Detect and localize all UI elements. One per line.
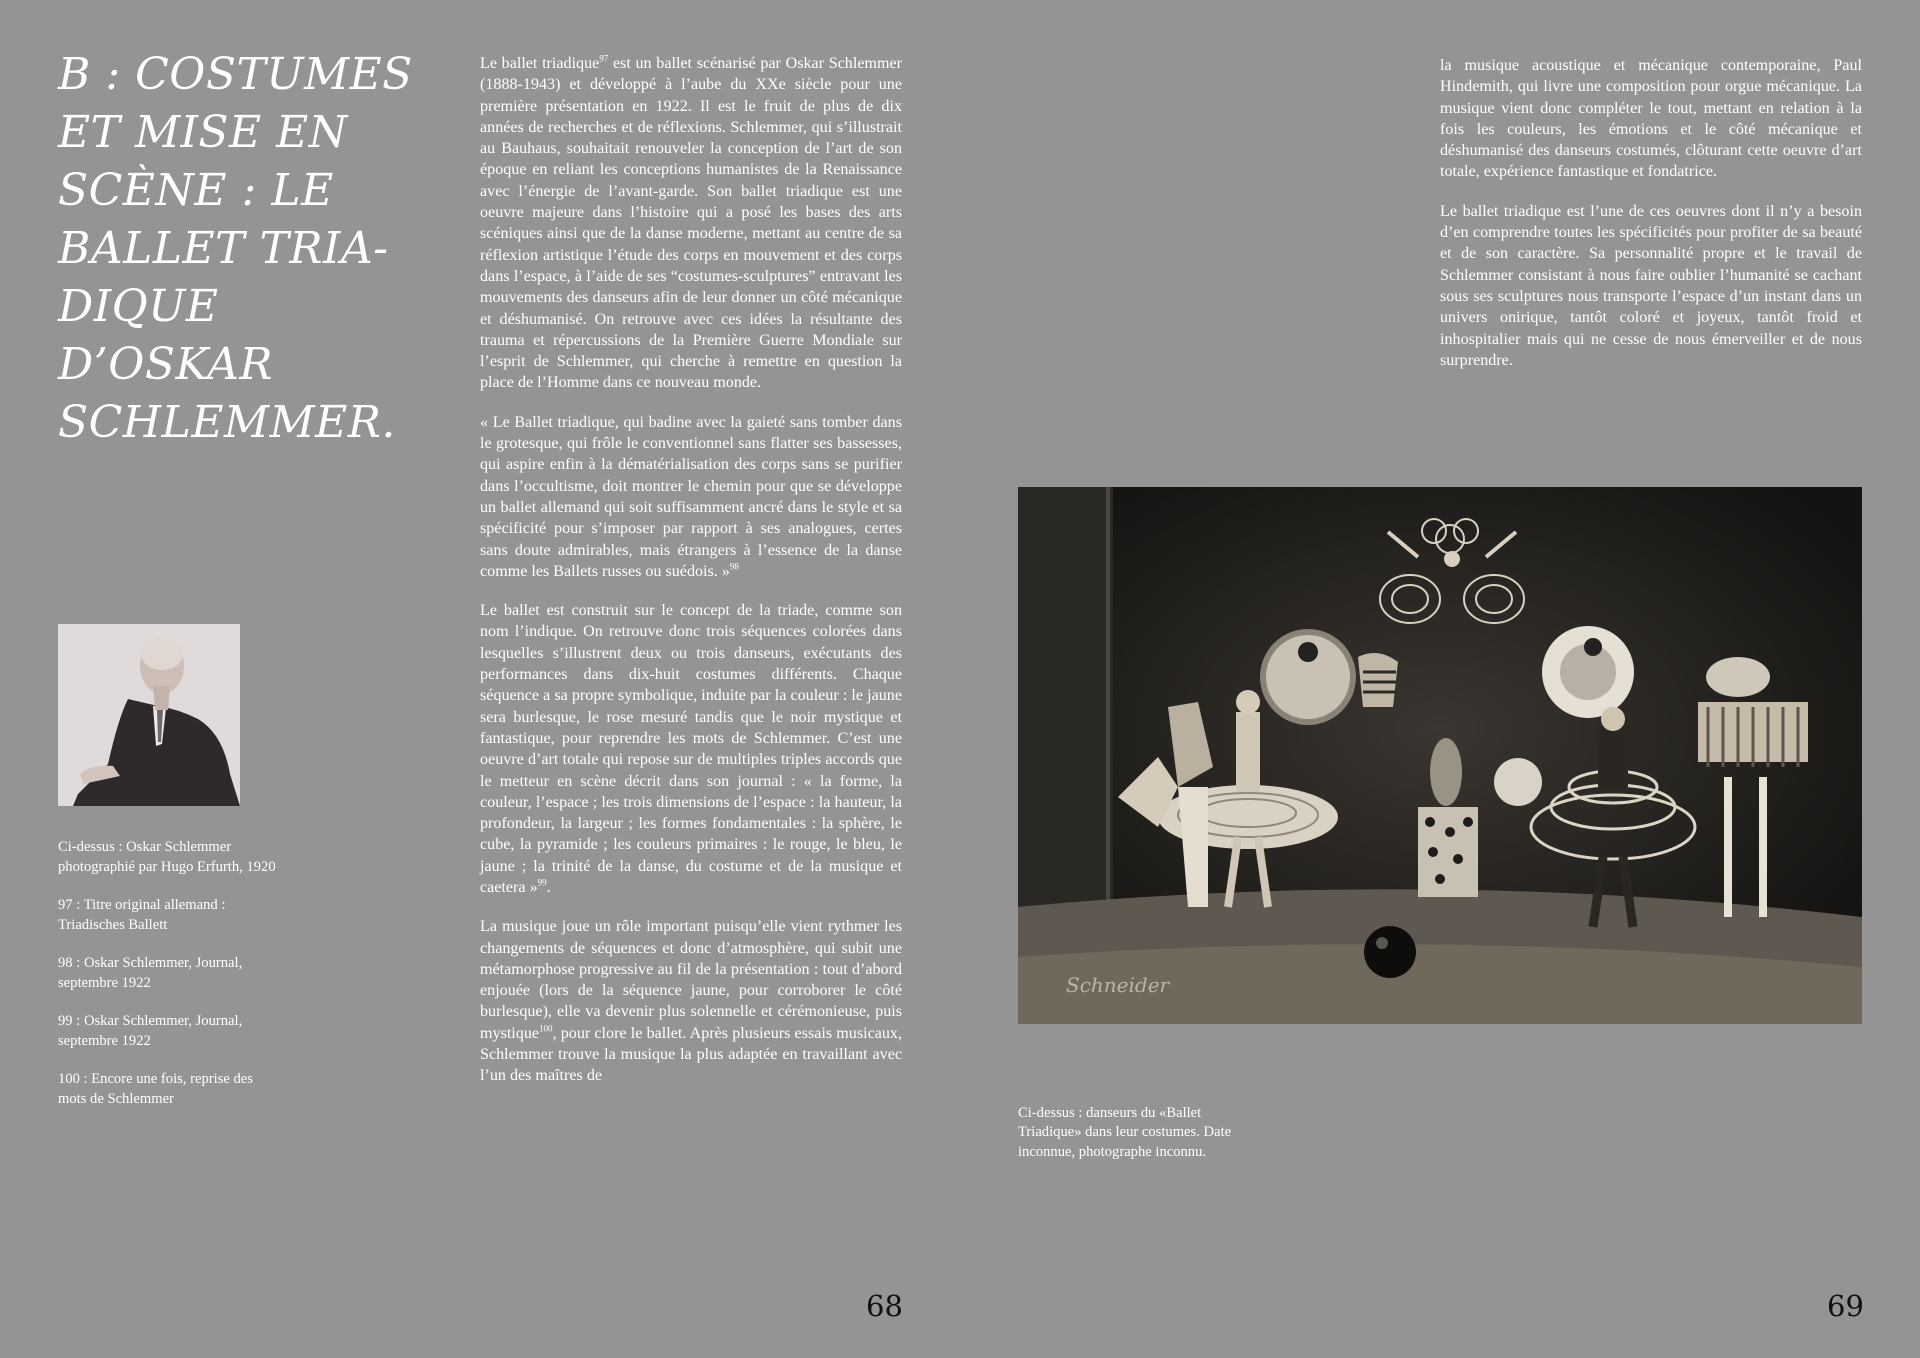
text-run: La musique joue un rôle important puisqu’elle vient rythmer les changements de séquences et donc d’atmosphère, qui subit une métamorphose progressive au fil de la présentation : tout d’abord enjouée (lors de la séquence jaune, pour corroborer le côté burlesque), elle va devenir plus solennelle et cérémonieuse, puis mystique <box>480 918 902 1042</box>
svg-text:Schneider: Schneider <box>1066 973 1170 997</box>
footnote-97: 97 : Titre original allemand : Triadisches Ballett <box>58 897 226 933</box>
ballet-illustration <box>1018 487 1862 1024</box>
ballet-photo <box>1018 487 1862 1024</box>
portrait-caption: Ci-dessus : Oskar Schlemmer photographié par Hugo Erfurth, 1920 <box>58 839 276 875</box>
left-notes <box>58 838 278 1128</box>
page-number-left: 68 <box>866 1289 903 1323</box>
footnote-99: 99 : Oskar Schlemmer, Journal, septembre 1922 <box>58 1013 243 1049</box>
title-line: ET MISE EN <box>58 107 348 158</box>
paragraph: Le ballet triadique est l’une de ces oeuvres dont il n’y a besoin d’en comprendre toutes les spécificités pour profiter de sa beauté et de son caractère. Sa personnalité propre et le travail de Schlemmer consistant à nous faire oublier l’humanité se cachant sous ses sculptures nous transporte l’espace d’un instant dans un univers onirique, tantôt coloré et joyeux, tantôt froid et inhospitalier mais qui ne cesse de nous émerveiller et de nous surprendre. <box>1440 202 1862 369</box>
footnote-100: 100 : Encore une fois, reprise des mots de Schlemmer <box>58 1071 253 1107</box>
paragraph <box>480 600 902 898</box>
paragraph <box>480 916 902 1086</box>
footnote-ref: 98 <box>729 561 739 572</box>
right-text-column <box>1440 55 1862 389</box>
portrait-photo <box>58 624 240 806</box>
page-number-right: 69 <box>1827 1289 1864 1323</box>
text-run: est un ballet scénarisé par Oskar Schlemmer (1888-1943) et développé à l’aube du XXe siècle pour une première présentation en 1922. Il est le fruit de plus de dix années de recherches et de réflexions. Schlemmer, qui s’illustrait au Bauhaus, souhaitait renouveler la conception de l’art de son époque en reliant les conceptions humanistes de la Renaissance avec l’énergie de l’avant-garde. Son ballet triadique est une oeuvre majeure dans l’histoire qui a posé les bases des arts scéniques ainsi que de la danse moderne, mettant au centre de sa réflexion artistique l’étude des corps en mouvement et des corps dans l’espace, à l’aide de ses “costumes-sculptures” entravant les mouvements des danseurs afin de leur donner un côté mécanique et déshumanisé. On retrouve avec ces idées la résultante des trauma et répercussions de la Première Guerre Mondiale sur l’esprit de Schlemmer, qui cherche à remettre en question la place de l’Homme dans ce nouveau monde. <box>480 55 903 392</box>
main-text-column <box>480 53 902 1105</box>
paragraph: la musique acoustique et mécanique contemporaine, Paul Hindemith, qui livre une composition pour orgue mécanique. La musique vient donc compléter le tout, mettant en relation à la fois les couleurs, les émotions et le côté mécanique et déshumanisé des danseurs costumés, clôturant cette oeuvre d’art totale, expérience fantastique et fondatrice. <box>1440 57 1862 181</box>
text-run: Le ballet est construit sur le concept de la triade, comme son nom l’indique. On retrouve donc trois séquences colorées dans lesquelles s’illustrent deux ou trois danseurs, exécutants des performances dans dix-huit costumes différents. Chaque séquence a sa propre symbolique, induite par la couleur : le jaune sera burlesque, le rose mesuré tandis que le noir mystique et fantastique, pour reprendre les mots de Schlemmer. C’est une oeuvre d’art totale qui repose sur de multiples triples accords que le metteur en scène décrit dans son journal : « la forme, la couleur, l’espace ; les trois dimensions de l’espace : la hauteur, la profondeur, la largeur ; les formes fondamentales : la sphère, le cube, la pyramide ; les couleurs primaires : le rouge, le bleu, le jaune ; la trinité de la danse, du costume et de la musique et caetera » <box>480 602 902 896</box>
footnote-ref: 100 <box>539 1023 553 1034</box>
title-line: SCHLEMMER. <box>58 397 396 448</box>
text-run: . <box>546 878 551 896</box>
portrait-illustration <box>58 624 240 806</box>
photo-caption: Ci-dessus : danseurs du «Ballet Triadique» dans leur costumes. Date inconnue, photographe inconnu. <box>1018 1104 1232 1160</box>
text-run: « Le Ballet triadique, qui badine avec la gaieté sans tomber dans le grotesque, qui frôle le conventionnel sans flatter ses bassesses, qui aspire enfin à la dématérialisation des corps sans se purifier dans l’occultisme, doit montrer le chemin pour que se développe un ballet allemand qui soit suffisamment ancré dans le style et sa spécificité pour s’imposer par rapport à ses analogues, certes sans doute admirables, mais étrangers à l’essence de la danse comme les Ballets russes ou suédois. » <box>480 413 902 580</box>
chapter-title <box>58 46 428 452</box>
text-run: Le ballet triadique <box>480 55 600 72</box>
quote-paragraph <box>480 412 902 582</box>
title-line: SCÈNE : LE <box>58 165 334 216</box>
text-run: , pour clore le ballet. Après plusieurs essais musicaux, Schlemmer trouve la musique la plus adaptée en travaillant avec l’un des maîtres de <box>480 1024 902 1085</box>
title-line: BALLET TRIA- <box>58 223 389 274</box>
paragraph <box>480 53 902 394</box>
title-line: B : COSTUMES <box>58 49 413 100</box>
title-line: DIQUE D’OSKAR <box>58 281 273 390</box>
footnote-98: 98 : Oskar Schlemmer, Journal, septembre 1922 <box>58 955 243 991</box>
footnote-ref: 99 <box>537 877 547 888</box>
footnote-ref: 97 <box>599 53 609 64</box>
